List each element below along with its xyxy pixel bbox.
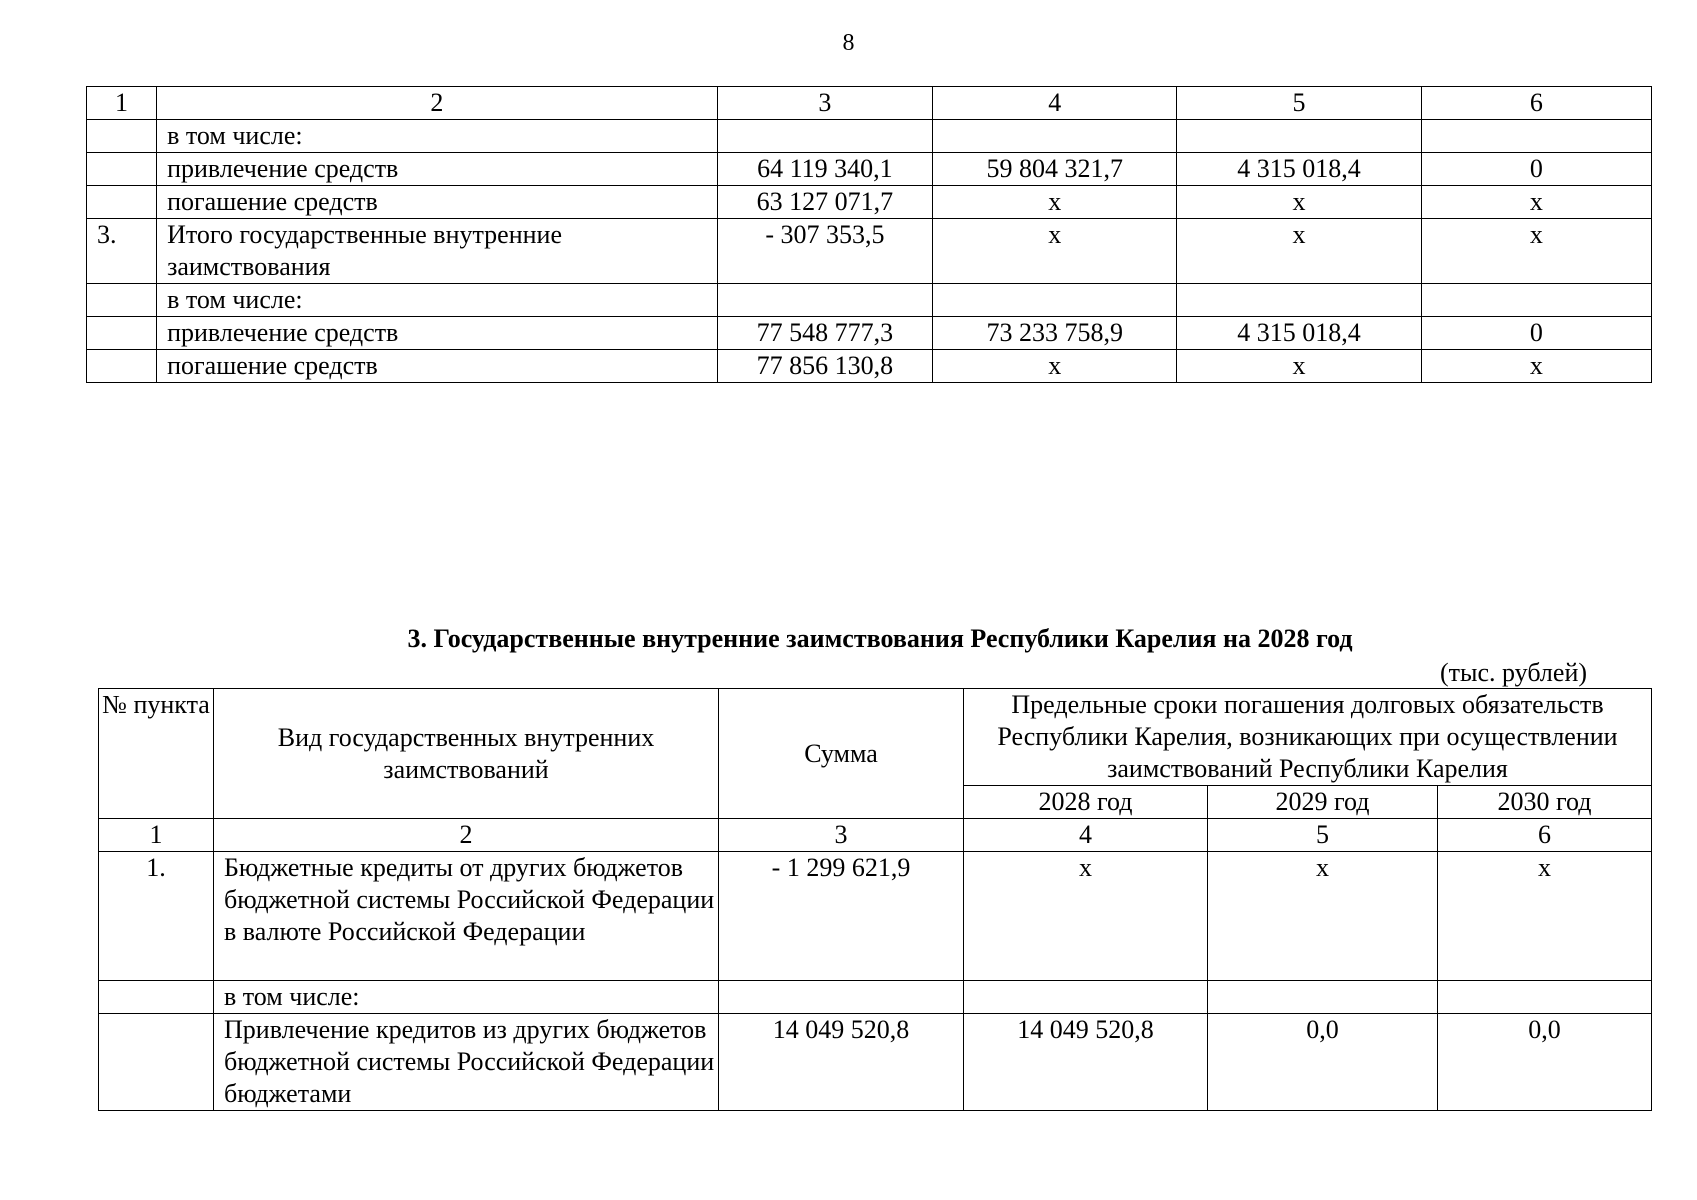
- amount-cell: 14 049 520,8: [719, 1014, 964, 1111]
- column-number: 3: [719, 819, 964, 852]
- column-number: 4: [933, 87, 1177, 120]
- value-cell: [1177, 120, 1421, 153]
- column-number: 1: [99, 819, 214, 852]
- value-cell: 0: [1421, 317, 1651, 350]
- value-cell: 4 315 018,4: [1177, 153, 1421, 186]
- column-number: 6: [1421, 87, 1651, 120]
- item-name: в том числе:: [157, 284, 718, 317]
- borrowings-table-2028: [98, 688, 1652, 1111]
- item-number: [87, 120, 157, 153]
- value-cell: х: [1421, 186, 1651, 219]
- value-cell: 59 804 321,7: [933, 153, 1177, 186]
- header-sum: Сумма: [719, 689, 964, 819]
- column-number: 2: [157, 87, 718, 120]
- item-name: погашение средств: [157, 350, 718, 383]
- column-number: 5: [1177, 87, 1421, 120]
- item-number: [99, 981, 214, 1014]
- table-row: [87, 153, 1652, 186]
- item-number: 3.: [87, 219, 157, 284]
- column-number: 3: [717, 87, 932, 120]
- value-cell: [1208, 981, 1438, 1014]
- value-cell: х: [1177, 350, 1421, 383]
- amount-cell: - 1 299 621,9: [719, 852, 964, 981]
- amount-cell: [717, 284, 932, 317]
- table-row: [99, 1014, 1652, 1111]
- table-row: [87, 350, 1652, 383]
- header-repayment-terms: Предельные сроки погашения долговых обязательств Республики Карелия, возникающих при осуществлении заимствований Республики Карелия: [964, 689, 1652, 786]
- value-cell: х: [964, 852, 1208, 981]
- column-number: 2: [214, 819, 719, 852]
- column-number: 6: [1438, 819, 1652, 852]
- amount-cell: [717, 120, 932, 153]
- page-number: 8: [842, 30, 855, 56]
- item-number: 1.: [99, 852, 214, 981]
- value-cell: х: [933, 350, 1177, 383]
- value-cell: х: [1208, 852, 1438, 981]
- table-row: [87, 219, 1652, 284]
- item-number: [87, 284, 157, 317]
- value-cell: [933, 120, 1177, 153]
- value-cell: [964, 981, 1208, 1014]
- amount-cell: 77 856 130,8: [717, 350, 932, 383]
- column-number: 5: [1208, 819, 1438, 852]
- header-year: 2029 год: [1208, 786, 1438, 819]
- value-cell: х: [933, 219, 1177, 284]
- item-name: в том числе:: [214, 981, 719, 1014]
- value-cell: х: [1177, 186, 1421, 219]
- amount-cell: 64 119 340,1: [717, 153, 932, 186]
- item-name: привлечение средств: [157, 317, 718, 350]
- value-cell: [1421, 284, 1651, 317]
- table-row: [87, 317, 1652, 350]
- item-name: Привлечение кредитов из других бюджетов бюджетной системы Российской Федерации бюджетами: [214, 1014, 719, 1111]
- value-cell: [1438, 981, 1652, 1014]
- section-title: 3. Государственные внутренние заимствования Республики Карелия на 2028 год: [407, 624, 1353, 653]
- amount-cell: 63 127 071,7: [717, 186, 932, 219]
- column-number: 1: [87, 87, 157, 120]
- value-cell: 0,0: [1438, 1014, 1652, 1111]
- table-row: [87, 186, 1652, 219]
- table-row: [99, 981, 1652, 1014]
- table-row: [87, 284, 1652, 317]
- value-cell: х: [1177, 219, 1421, 284]
- column-numbers-row: [87, 87, 1652, 120]
- value-cell: х: [1421, 350, 1651, 383]
- header-year: 2028 год: [964, 786, 1208, 819]
- header-borrowing-kind: Вид государственных внутренних заимствований: [214, 689, 719, 819]
- amount-cell: - 307 353,5: [717, 219, 932, 284]
- value-cell: х: [1438, 852, 1652, 981]
- item-name: в том числе:: [157, 120, 718, 153]
- column-numbers-row: [99, 819, 1652, 852]
- units-note: (тыс. рублей): [1440, 658, 1588, 687]
- value-cell: [933, 284, 1177, 317]
- item-number: [87, 317, 157, 350]
- amount-cell: [719, 981, 964, 1014]
- column-number: 4: [964, 819, 1208, 852]
- borrowings-table-continued: [86, 86, 1652, 383]
- value-cell: 73 233 758,9: [933, 317, 1177, 350]
- value-cell: [1421, 120, 1651, 153]
- value-cell: 0,0: [1208, 1014, 1438, 1111]
- item-number: [87, 153, 157, 186]
- item-name: погашение средств: [157, 186, 718, 219]
- item-name: Бюджетные кредиты от других бюджетов бюджетной системы Российской Федерации в валюте Российской Федерации: [214, 852, 719, 981]
- amount-cell: 77 548 777,3: [717, 317, 932, 350]
- item-number: [87, 350, 157, 383]
- item-number: [87, 186, 157, 219]
- value-cell: 0: [1421, 153, 1651, 186]
- value-cell: 14 049 520,8: [964, 1014, 1208, 1111]
- value-cell: [1177, 284, 1421, 317]
- value-cell: х: [933, 186, 1177, 219]
- header-year: 2030 год: [1438, 786, 1652, 819]
- table-row: [87, 120, 1652, 153]
- header-item-number: № пункта: [99, 689, 214, 819]
- header-row: [99, 689, 1652, 786]
- item-number: [99, 1014, 214, 1111]
- table-row: [99, 852, 1652, 981]
- item-name: привлечение средств: [157, 153, 718, 186]
- value-cell: 4 315 018,4: [1177, 317, 1421, 350]
- item-name: Итого государственные внутренние заимствования: [157, 219, 718, 284]
- value-cell: х: [1421, 219, 1651, 284]
